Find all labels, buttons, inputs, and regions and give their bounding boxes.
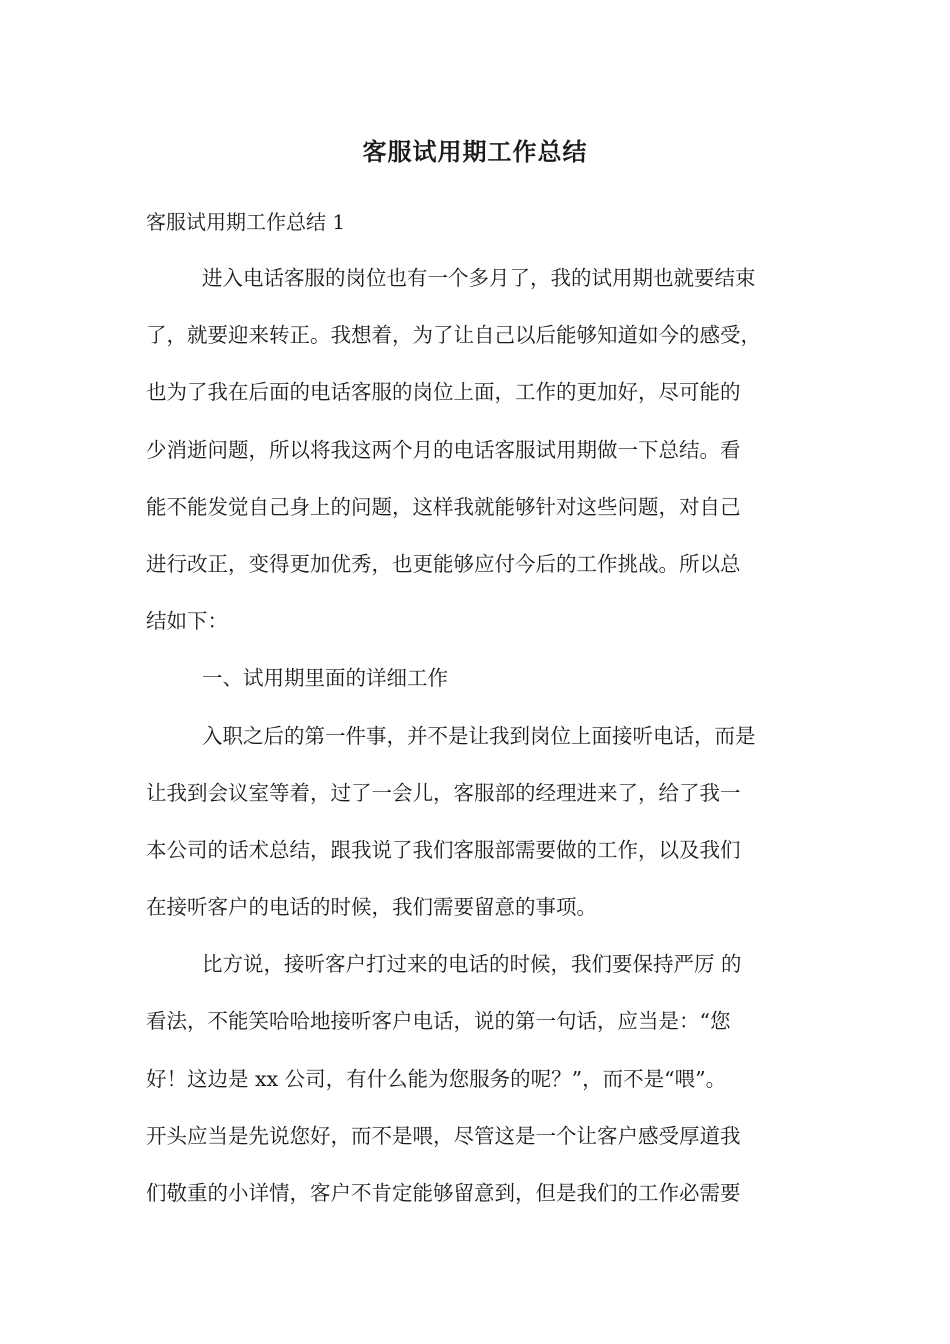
- paragraph-line: 进行改正，变得更加优秀，也更能够应付今后的工作挑战。所以总: [146, 551, 741, 576]
- paragraph-line: 少消逝问题，所以将我这两个月的电话客服试用期做一下总结。看: [146, 437, 741, 462]
- paragraph-line: 了，就要迎来转正。我想着，为了让自己以后能够知道如今的感受，: [146, 323, 761, 348]
- subsection-heading: 一、试用期里面的详细工作: [202, 666, 448, 691]
- paragraph-line: 在接听客户的电话的时候，我们需要留意的事项。: [146, 895, 597, 920]
- document-title: 客服试用期工作总结: [362, 137, 588, 166]
- paragraph-line: 们敬重的小详情，客户不肯定能够留意到，但是我们的工作必需要: [146, 1181, 741, 1205]
- body-text: [146, 258, 810, 1230]
- paragraph-line: 好！这边是 xx 公司，有什么能为您服务的呢？”，而不是“喂”。: [146, 1066, 727, 1091]
- paragraph-line: 结如下：: [146, 609, 228, 634]
- paragraph-line: 也为了我在后面的电话客服的岗位上面，工作的更加好，尽可能的: [146, 380, 741, 405]
- paragraph-line: 能不能发觉自己身上的问题，这样我就能够针对这些问题，对自己: [146, 494, 741, 519]
- paragraph-line: 进入电话客服的岗位也有一个多月了，我的试用期也就要结束: [202, 266, 756, 290]
- paragraph-line: 入职之后的第一件事，并不是让我到岗位上面接听电话，而是: [202, 723, 756, 748]
- paragraph-line: 看法，不能笑哈哈地接听客户电话，说的第一句话，应当是：“您: [146, 1009, 731, 1034]
- section-heading: 客服试用期工作总结 1: [146, 210, 346, 234]
- paragraph-line: 比方说，接听客户打过来的电话的时候，我们要保持严厉 的: [202, 952, 742, 977]
- paragraph-line: 本公司的话术总结，跟我说了我们客服部需要做的工作，以及我们: [146, 837, 741, 862]
- paragraph-line: 让我到会议室等着，过了一会儿，客服部的经理进来了，给了我一: [146, 780, 741, 805]
- paragraph-line: 开头应当是先说您好，而不是喂，尽管这是一个让客户感受厚道我: [146, 1123, 741, 1148]
